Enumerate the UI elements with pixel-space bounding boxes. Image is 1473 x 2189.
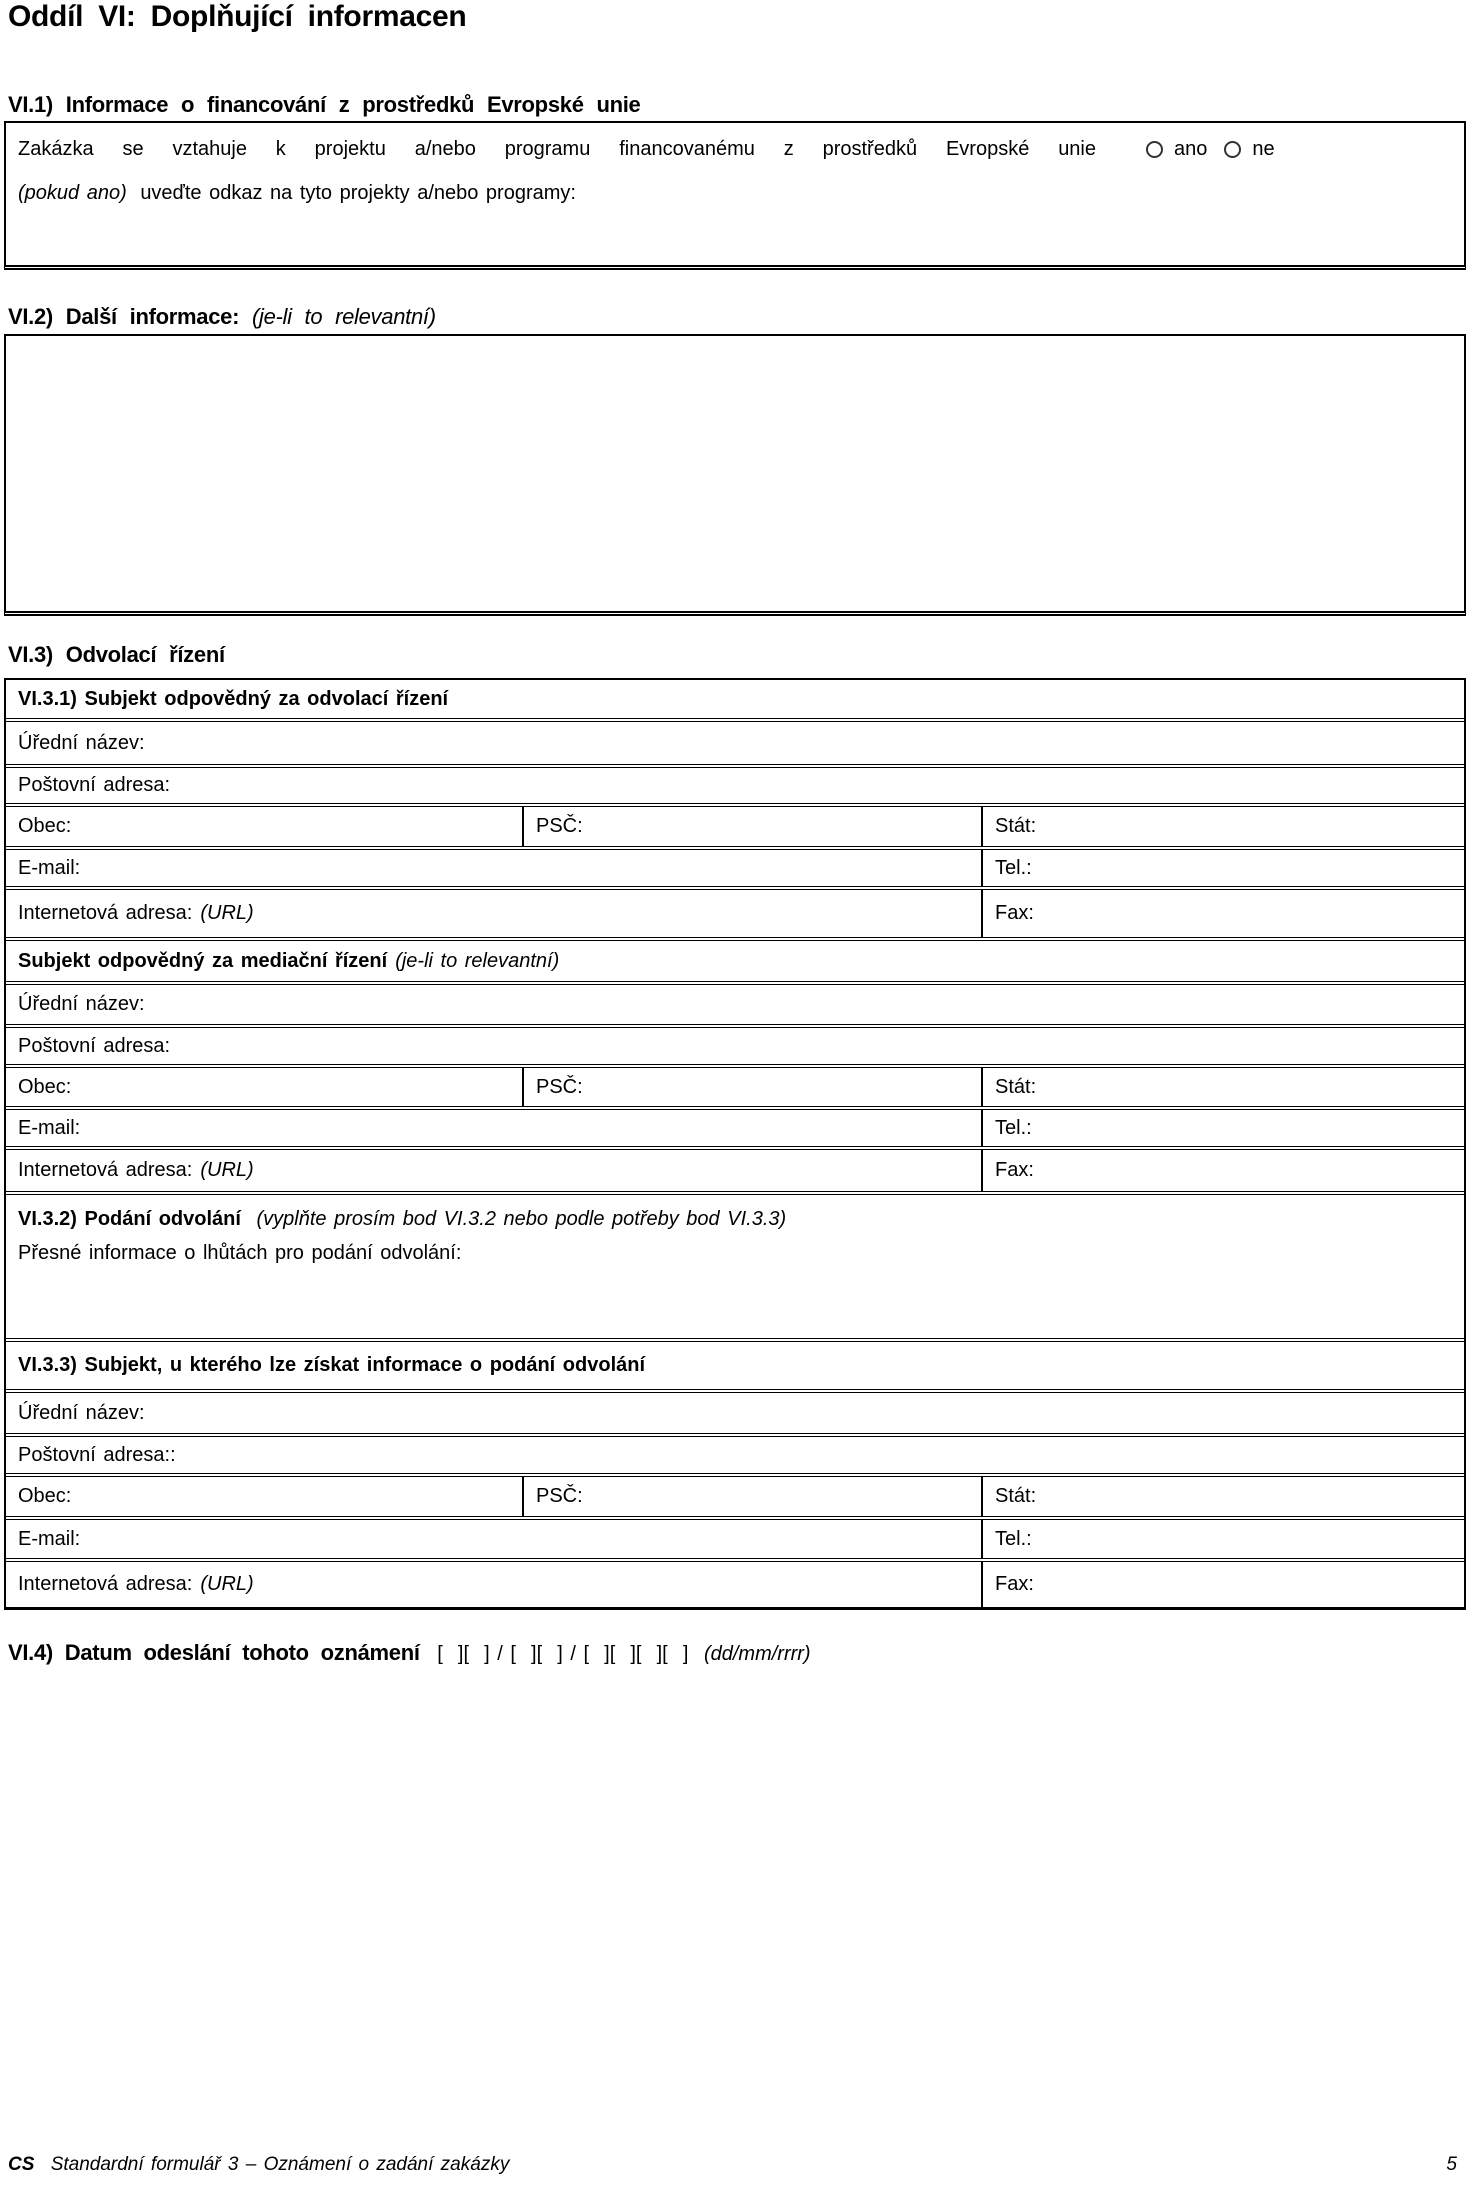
- row-town-postcode-country-2: [6, 1068, 1464, 1110]
- cell-email: [6, 1110, 981, 1146]
- town-label: Obec:: [18, 1485, 72, 1507]
- vi3-appeal-table: [4, 678, 1466, 1610]
- internet-label: Internetová adresa:: [18, 1573, 193, 1595]
- internet-label: Internetová adresa:: [18, 1159, 193, 1181]
- postcode-label: PSČ:: [536, 815, 583, 837]
- row-town-postcode-country-1: [6, 807, 1464, 850]
- internet-url-note: (URL): [200, 902, 254, 924]
- cell-town: [6, 807, 522, 846]
- town-label: Obec:: [18, 1075, 72, 1098]
- page-title: Oddíl VI: Doplňující informacen: [8, 0, 467, 33]
- fax-label: Fax:: [995, 1573, 1034, 1595]
- cell-internet: [6, 1562, 981, 1607]
- footer-language-code: CS: [8, 2154, 35, 2175]
- radio-ano-label: ano: [1174, 138, 1208, 160]
- cell-fax: [981, 1150, 1464, 1191]
- tel-label: Tel.:: [995, 1116, 1032, 1139]
- cell-tel: [981, 1520, 1464, 1558]
- cell-tel: [981, 1110, 1464, 1146]
- tel-label: Tel.:: [995, 1527, 1032, 1550]
- mediation-note: (je-li to relevantní): [395, 949, 560, 972]
- internet-label: Internetová adresa:: [18, 902, 193, 924]
- vi32-note: (vyplňte prosím bod VI.3.2 nebo podle potřeby bod VI.3.3): [256, 1208, 787, 1230]
- row-email-tel-2: [6, 1110, 1464, 1150]
- vi1-statement: Zakázka se vztahuje k projektu a/nebo programu financovanému z prostředků Evropské unie: [18, 138, 1096, 160]
- vi31-heading: VI.3.1) Subjekt odpovědný za odvolací řízení: [18, 687, 449, 710]
- country-label: Stát:: [995, 815, 1037, 837]
- row-postal-address-2: [6, 1028, 1464, 1068]
- vi4-date-boxes: [ ][ ] / [ ][ ] / [ ][ ][ ][ ]: [437, 1643, 689, 1665]
- radio-ano[interactable]: [1146, 141, 1163, 158]
- footer-form-name: Standardní formulář 3 – Oznámení o zadání zakázky: [50, 2154, 510, 2175]
- cell-internet: [6, 1150, 981, 1191]
- vi2-heading-note: (je-li to relevantní): [251, 304, 436, 329]
- vi4-date-format: (dd/mm/rrrr): [703, 1643, 811, 1665]
- vi1-radio-group: [1146, 138, 1275, 161]
- vi2-heading-bold: VI.2) Další informace:: [8, 304, 240, 329]
- section-vi2-heading: [8, 304, 436, 330]
- vi32-heading-line: [18, 1208, 1452, 1231]
- vi32-appeal-row[interactable]: [6, 1195, 1464, 1342]
- row-official-name-1: [6, 722, 1464, 768]
- section-vi1-heading: VI.1) Informace o financování z prostředků Evropské unie: [8, 92, 641, 117]
- vi33-heading: VI.3.3) Subjekt, u kterého lze získat informace o podání odvolání: [18, 1354, 646, 1376]
- radio-ne-label: ne: [1252, 138, 1275, 160]
- footer-left: [8, 2154, 509, 2176]
- row-internet-fax-1: [6, 890, 1464, 941]
- vi1-hint: [18, 182, 576, 205]
- row-town-postcode-country-3: [6, 1477, 1464, 1520]
- cell-postcode: [522, 1477, 981, 1516]
- official-name-label: Úřední název:: [18, 1401, 145, 1424]
- postcode-label: PSČ:: [536, 1485, 583, 1507]
- vi1-funding-box: [4, 121, 1466, 270]
- section-vi3-heading: VI.3) Odvolací řízení: [8, 642, 225, 667]
- row-email-tel-3: [6, 1520, 1464, 1562]
- row-internet-fax-2: [6, 1150, 1464, 1195]
- cell-country: [981, 1477, 1464, 1516]
- cell-fax: [981, 890, 1464, 937]
- cell-fax: [981, 1562, 1464, 1607]
- row-official-name-2: [6, 985, 1464, 1028]
- official-name-label: Úřední název:: [18, 993, 145, 1015]
- country-label: Stát:: [995, 1485, 1037, 1507]
- row-email-tel-1: [6, 850, 1464, 890]
- row-internet-fax-3: [6, 1562, 1464, 1607]
- page-footer: [8, 2154, 1457, 2176]
- vi32-deadline-text: Přesné informace o lhůtách pro podání odvolání:: [18, 1242, 462, 1264]
- tel-label: Tel.:: [995, 856, 1032, 879]
- vi4-heading: VI.4) Datum odeslání tohoto oznámení: [8, 1640, 420, 1665]
- postal-address-label: Poštovní adresa::: [18, 1443, 176, 1466]
- internet-url-note: (URL): [200, 1159, 254, 1181]
- email-label: E-mail:: [18, 856, 81, 879]
- row-official-name-3: [6, 1393, 1464, 1437]
- cell-email: [6, 850, 981, 886]
- postal-address-label: Poštovní adresa:: [18, 774, 171, 796]
- vi32-heading: VI.3.2) Podání odvolání: [18, 1208, 241, 1230]
- cell-town: [6, 1477, 522, 1516]
- row-postal-address-3: [6, 1437, 1464, 1477]
- postcode-label: PSČ:: [536, 1075, 583, 1098]
- vi1-hint-text: uveďte odkaz na tyto projekty a/nebo programy:: [140, 182, 576, 204]
- vi33-header-row: [6, 1342, 1464, 1393]
- vi1-hint-condition: (pokud ano): [18, 182, 127, 204]
- section-vi4-line: [8, 1640, 811, 1666]
- footer-page-number: 5: [1446, 2154, 1457, 2175]
- cell-tel: [981, 850, 1464, 886]
- email-label: E-mail:: [18, 1116, 81, 1139]
- cell-country: [981, 1068, 1464, 1106]
- country-label: Stát:: [995, 1075, 1037, 1098]
- fax-label: Fax:: [995, 1159, 1034, 1181]
- official-name-label: Úřední název:: [18, 731, 145, 754]
- town-label: Obec:: [18, 815, 72, 837]
- row-postal-address-1: [6, 768, 1464, 807]
- cell-email: [6, 1520, 981, 1558]
- mediation-header-row: [6, 941, 1464, 985]
- cell-country: [981, 807, 1464, 846]
- vi31-header-row: [6, 680, 1464, 722]
- fax-label: Fax:: [995, 902, 1034, 924]
- internet-url-note: (URL): [200, 1573, 254, 1595]
- cell-postcode: [522, 1068, 981, 1106]
- mediation-heading: Subjekt odpovědný za mediační řízení: [18, 949, 388, 972]
- radio-ne[interactable]: [1224, 141, 1241, 158]
- cell-postcode: [522, 807, 981, 846]
- postal-address-label: Poštovní adresa:: [18, 1034, 171, 1057]
- cell-internet: [6, 890, 981, 937]
- vi2-additional-info-box[interactable]: [4, 334, 1466, 616]
- email-label: E-mail:: [18, 1527, 81, 1550]
- cell-town: [6, 1068, 522, 1106]
